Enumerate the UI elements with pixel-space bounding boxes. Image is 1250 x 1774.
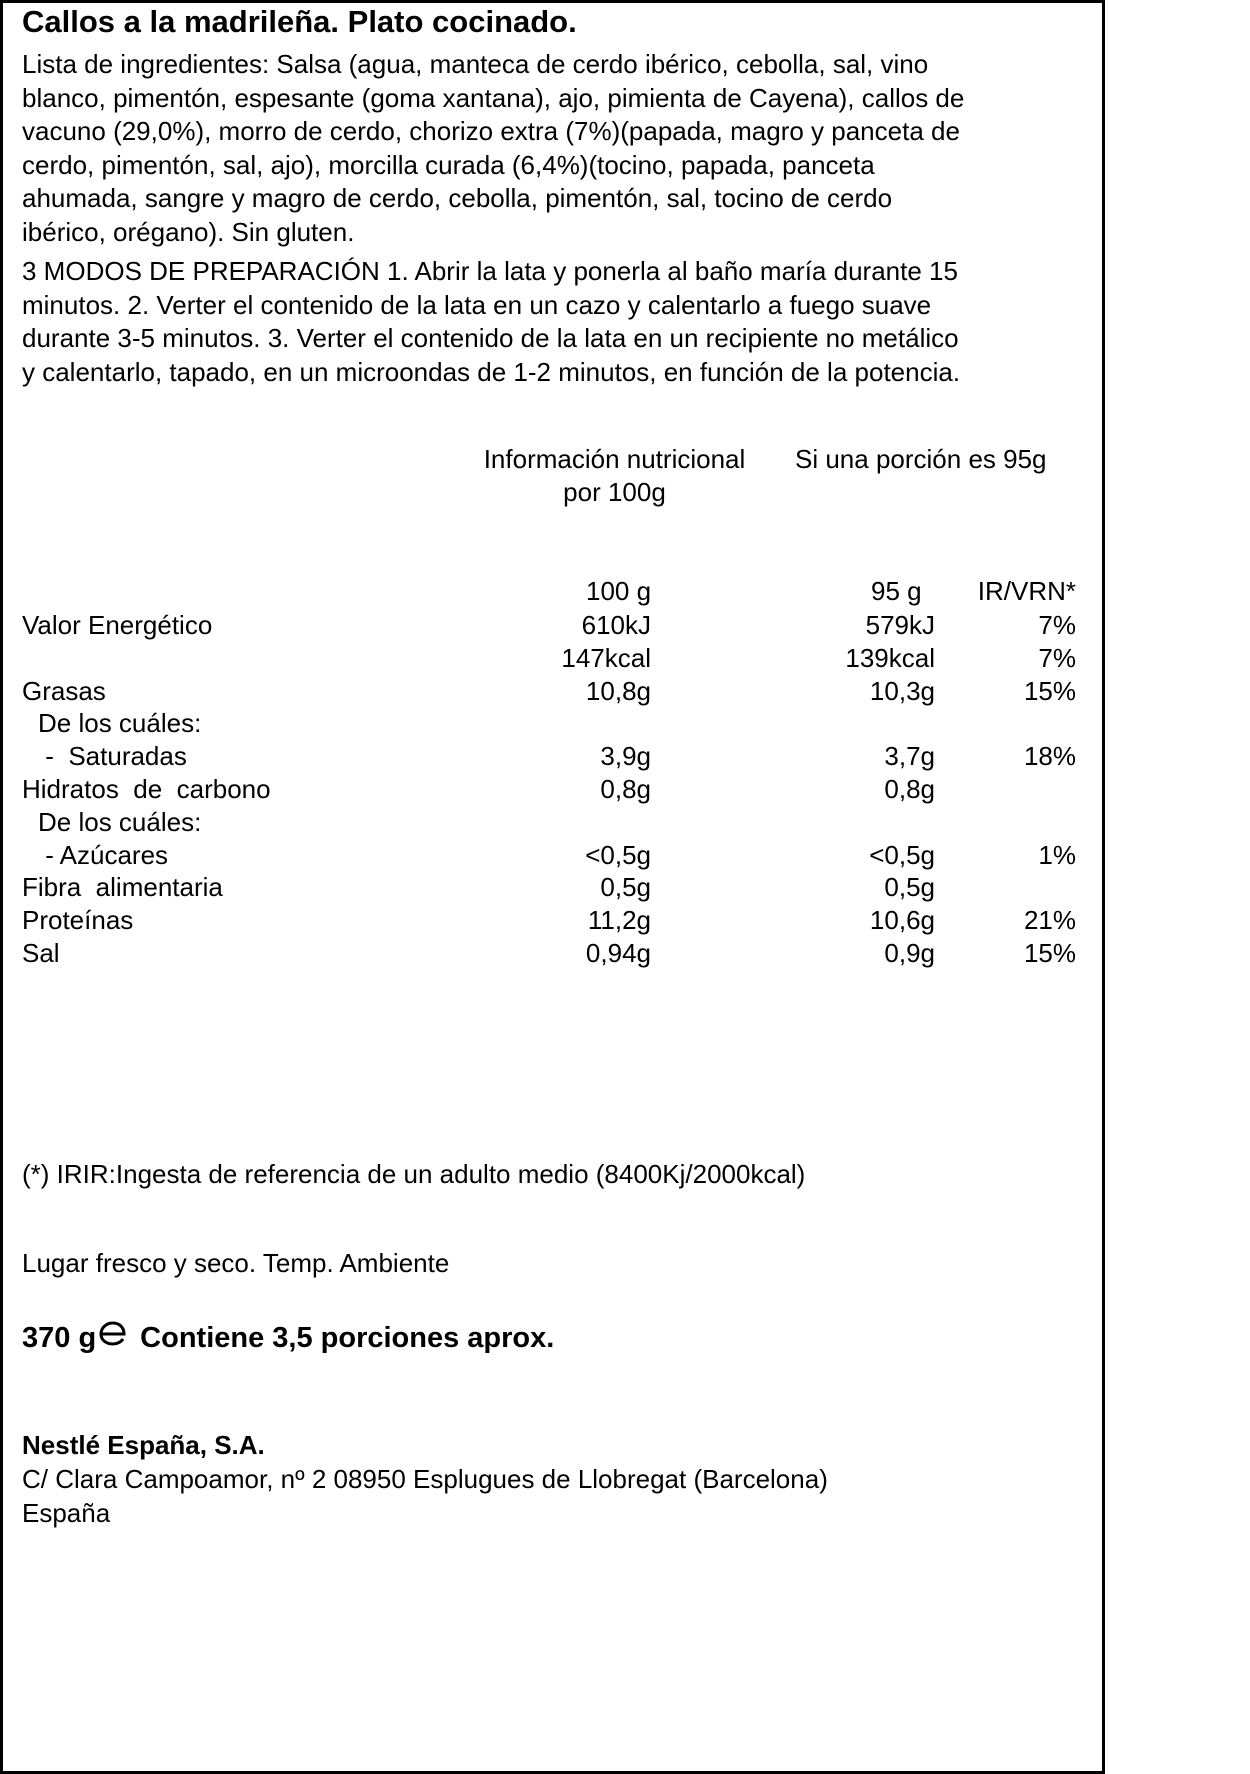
column-header-95g: 95 g	[871, 576, 922, 606]
value-per-serving: 10,6g	[869, 905, 935, 936]
value-per-100g: <0,5g	[585, 839, 651, 870]
value-per-serving: 579kJ	[865, 610, 935, 640]
ingredients-line: ahumada, sangre y magro de cerdo, cebolla, pimentón, sal, tocino de cerdo	[22, 183, 893, 214]
product-title: Callos a la madrileña. Plato cocinado.	[22, 4, 577, 39]
nutrient-label: Fibra alimentaria	[22, 872, 223, 903]
preparation-line: 3 MODOS DE PREPARACIÓN 1. Abrir la lata y ponerla al baño maría durante 15	[22, 256, 958, 286]
value-per-100g: 10,8g	[585, 675, 651, 706]
column-header-100g: 100 g	[586, 576, 652, 606]
nutrition-row-of-which	[22, 707, 1076, 740]
preparation-line: y calentarlo, tapado, en un microondas de 1-2 minutos, en función de la potencia.	[22, 356, 961, 387]
storage-instructions: Lugar fresco y seco. Temp. Ambiente	[22, 1248, 450, 1278]
value-per-100g: 147kcal	[561, 642, 651, 673]
value-per-serving: <0,5g	[869, 839, 935, 870]
nutrition-row-sugars	[22, 839, 1076, 872]
ingredients-line: blanco, pimentón, espesante (goma xantana), ajo, pimienta de Cayena), callos de	[22, 82, 965, 113]
nutrient-label: - Saturadas	[38, 741, 187, 772]
value-ir-vrn: 15%	[1023, 675, 1076, 706]
nutrient-label: - Azúcares	[38, 839, 169, 870]
ingredients-line: Lista de ingredientes: Salsa (agua, manteca de cerdo ibérico, cebolla, sal, vino	[22, 49, 929, 79]
value-per-serving: 139kcal	[845, 642, 935, 673]
preparation-instructions	[22, 255, 1082, 389]
value-per-serving: 3,7g	[884, 741, 935, 772]
nutrition-row-carbohydrates	[22, 773, 1076, 806]
nutrient-label: De los cuáles:	[38, 708, 202, 739]
nutrition-table	[22, 609, 1076, 970]
ingredients-line: cerdo, pimentón, sal, ajo), morcilla curada (6,4%)(tocino, papada, panceta	[22, 149, 875, 180]
nutrition-row-energy-kj	[22, 609, 1076, 642]
value-ir-vrn: 15%	[1023, 937, 1076, 968]
nutrient-label: Sal	[22, 937, 60, 968]
portions-text: Contiene 3,5 porciones aprox.	[140, 1322, 555, 1354]
column-header-ir-vrn: IR/VRN*	[977, 576, 1076, 606]
value-ir-vrn: 21%	[1023, 905, 1076, 936]
value-per-100g: 610kJ	[581, 610, 651, 640]
ingredients-line: ibérico, orégano). Sin gluten.	[22, 216, 355, 247]
nutrition-header-per100	[472, 443, 757, 509]
value-ir-vrn: 7%	[1038, 610, 1076, 640]
nutrition-row-of-which	[22, 806, 1076, 839]
nutrition-row-fat	[22, 675, 1076, 708]
preparation-line: minutos. 2. Verter el contenido de la lata en un cazo y calentarlo a fuego suave	[22, 289, 932, 320]
value-per-serving: 0,5g	[884, 872, 935, 903]
nutrition-header-line: por 100g	[563, 477, 666, 507]
net-weight-line	[22, 1320, 554, 1357]
preparation-line: durante 3-5 minutos. 3. Verter el contenido de la lata en un recipiente no metálico	[22, 323, 959, 354]
value-per-serving: 0,8g	[884, 773, 935, 804]
company-name: Nestlé España, S.A.	[22, 1430, 265, 1460]
ingredients-line: vacuno (29,0%), morro de cerdo, chorizo extra (7%)(papada, magro y panceta de	[22, 116, 960, 147]
reference-intake-footnote: (*) IRIR:Ingesta de referencia de un adulto medio (8400Kj/2000kcal)	[22, 1159, 806, 1189]
value-per-100g: 0,5g	[600, 872, 651, 903]
value-per-serving: 10,3g	[869, 675, 935, 706]
nutrition-row-energy-kcal	[22, 642, 1076, 675]
nutrient-label: Proteínas	[22, 905, 134, 936]
nutrient-label: Hidratos de carbono	[22, 773, 271, 804]
nutrient-label: De los cuáles:	[38, 806, 202, 837]
value-ir-vrn: 1%	[1038, 839, 1076, 870]
nutrient-label: Valor Energético	[22, 610, 213, 640]
nutrition-header-line: Información nutricional	[483, 444, 746, 474]
value-per-serving: 0,9g	[884, 937, 935, 968]
nutrition-row-protein	[22, 904, 1076, 937]
value-ir-vrn: 18%	[1023, 741, 1076, 772]
nutrient-label: Grasas	[22, 675, 106, 706]
value-per-100g: 11,2g	[587, 905, 651, 936]
company-info	[22, 1428, 828, 1530]
value-per-100g: 3,9g	[600, 741, 651, 772]
value-ir-vrn: 7%	[1038, 642, 1076, 673]
company-address: C/ Clara Campoamor, nº 2 08950 Esplugues de Llobregat (Barcelona)	[22, 1464, 828, 1494]
value-per-100g: 0,94g	[585, 937, 651, 968]
net-weight: 370 g	[22, 1322, 97, 1354]
nutrition-header-serving: Si una porción es 95g	[795, 444, 1047, 474]
ingredients-list	[22, 48, 1082, 250]
company-country: España	[22, 1498, 111, 1528]
value-per-100g: 0,8g	[600, 773, 651, 804]
nutrition-row-salt	[22, 937, 1076, 970]
nutrition-row-fibre	[22, 871, 1076, 904]
estimated-sign-icon	[98, 1319, 128, 1355]
nutrition-row-saturated	[22, 740, 1076, 773]
